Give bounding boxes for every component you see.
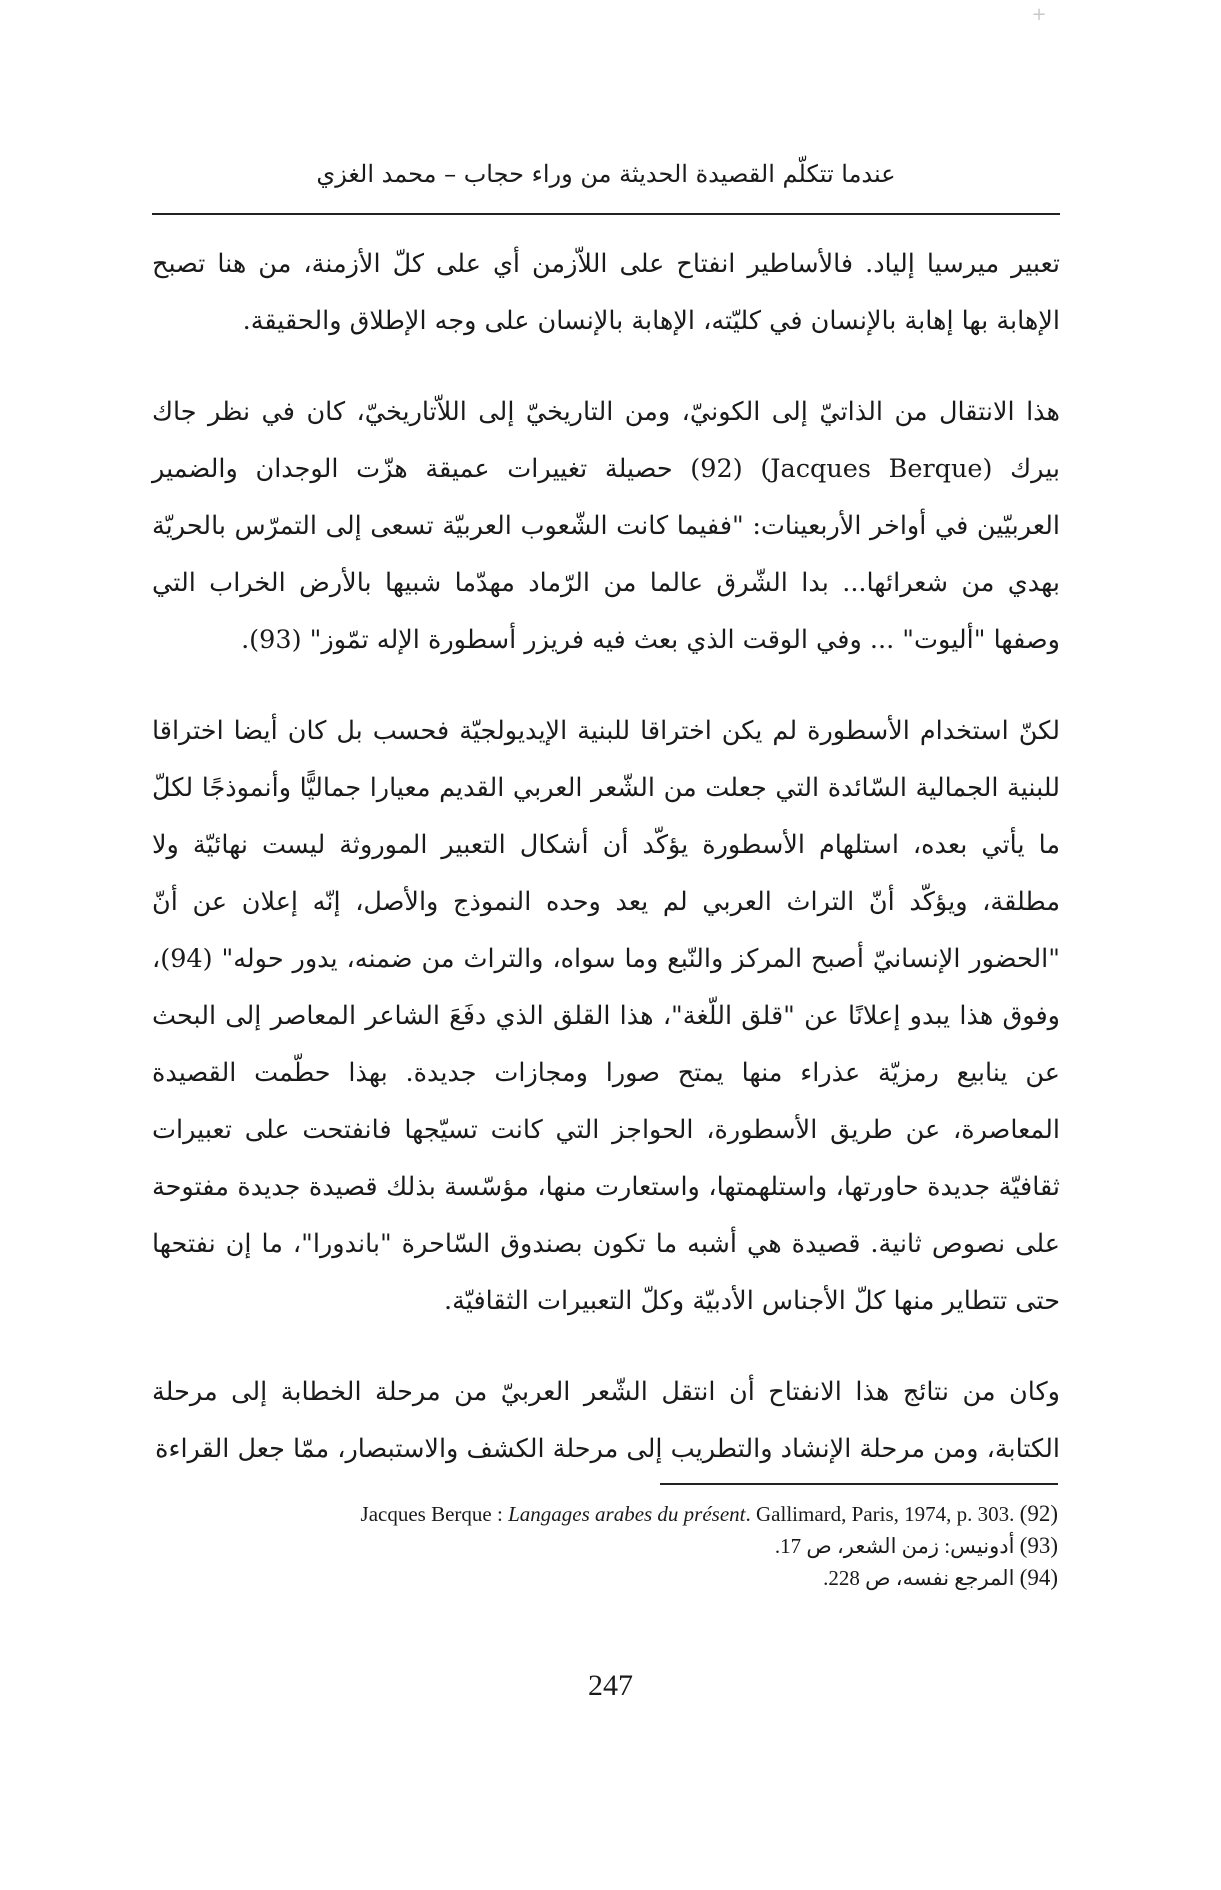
- footnote-92: [152, 1498, 1058, 1530]
- footnote-94: [152, 1562, 1058, 1594]
- paragraph-3: لكنّ استخدام الأسطورة لم يكن اختراقا للبنية الإيديولجيّة فحسب بل كان أيضا اختراقا للبنية الجمالية السّائدة التي جعلت من الشّعر العربي القديم معيارا جماليًّا وأنموذجًا لكلّ ما يأتي بعده، استلهام الأسطورة يؤكّد أن أشكال التعبير الموروثة ليست نهائيّة ولا مطلقة، ويؤكّد أنّ التراث العربي لم يعد وحده النموذج والأصل، إنّه إعلان عن أنّ "الحضور الإنسانيّ أصبح المركز والنّبع وما سواه، والتراث من ضمنه، يدور حوله" (94)، وفوق هذا يبدو إعلانًا عن "قلق اللّغة"، هذا القلق الذي دفَعَ الشاعر المعاصر إلى البحث عن ينابيع رمزيّة عذراء منها يمتح صورا ومجازات جديدة. بهذا حطّمت القصيدة المعاصرة، عن طريق الأسطورة، الحواجز التي كانت تسيّجها فانفتحت على تعبيرات ثقافيّة جديدة حاورتها، واستلهمتها، واستعارت منها، مؤسّسة بذلك قصيدة جديدة مفتوحة على نصوص ثانية. قصيدة هي أشبه ما تكون بصندوق السّاحرة "باندورا"، ما إن نفتحها حتى تتطاير منها كلّ الأجناس الأدبيّة وكلّ التعبيرات الثقافيّة.: [152, 716, 1060, 1316]
- footnote-number: (92): [1019, 1501, 1058, 1526]
- footnotes: [152, 1498, 1058, 1594]
- footnote-text: أدونيس: زمن الشعر، ص 17.: [774, 1534, 1015, 1558]
- paragraph-4: وكان من نتائج هذا الانفتاح أن انتقل الشّعر العربيّ من مرحلة الخطابة إلى مرحلة الكتابة، ومن مرحلة الإنشاد والتطريب إلى مرحلة الكشف والاستبصار، ممّا جعل القراءة: [152, 1377, 1060, 1464]
- paragraph-2: هذا الانتقال من الذاتيّ إلى الكونيّ، ومن التاريخيّ إلى اللاّتاريخيّ، كان في نظر جاك بيرك (Jacques Berque) (92) حصيلة تغييرات عميقة هزّت الوجدان والضمير العربيّين في أواخر الأربعينات: "ففيما كانت الشّعوب العربيّة تسعى إلى التمرّس بالحريّة بهدي من شعرائها... بدا الشّرق عالما من الرّماد مهدّما شبيها بالأرض الخراب التي وصفها "أليوت" ... وفي الوقت الذي بعث فيه فريزر أسطورة الإله تمّوز" (93).: [152, 397, 1061, 655]
- paragraph-1: تعبير ميرسيا إلياد. فالأساطير انفتاح على اللاّزمن أي على كلّ الأزمنة، من هنا تصبح الإهابة بها إهابة بالإنسان في كليّته، الإهابة بالإنسان على وجه الإطلاق والحقيقة.: [152, 249, 1060, 336]
- footnote-number: (93): [1019, 1533, 1058, 1558]
- body-text: [152, 236, 1060, 1512]
- footnote-number: (94): [1019, 1565, 1058, 1590]
- footnote-citation: Jacques Berque : Langages arabes du présent. Gallimard, Paris, 1974, p. 303.: [360, 1502, 1015, 1526]
- footnote-rule: [660, 1483, 1058, 1485]
- crop-mark-icon: +: [1031, 4, 1047, 25]
- footnote-93: [152, 1530, 1058, 1562]
- page-number: 247: [588, 1669, 633, 1702]
- header-rule: [152, 213, 1060, 215]
- footnote-text: المرجع نفسه، ص 228.: [823, 1566, 1015, 1590]
- book-title: Langages arabes du présent: [508, 1502, 746, 1526]
- running-head: عندما تتكلّم القصيدة الحديثة من وراء حجاب – محمد الغزي: [316, 160, 896, 188]
